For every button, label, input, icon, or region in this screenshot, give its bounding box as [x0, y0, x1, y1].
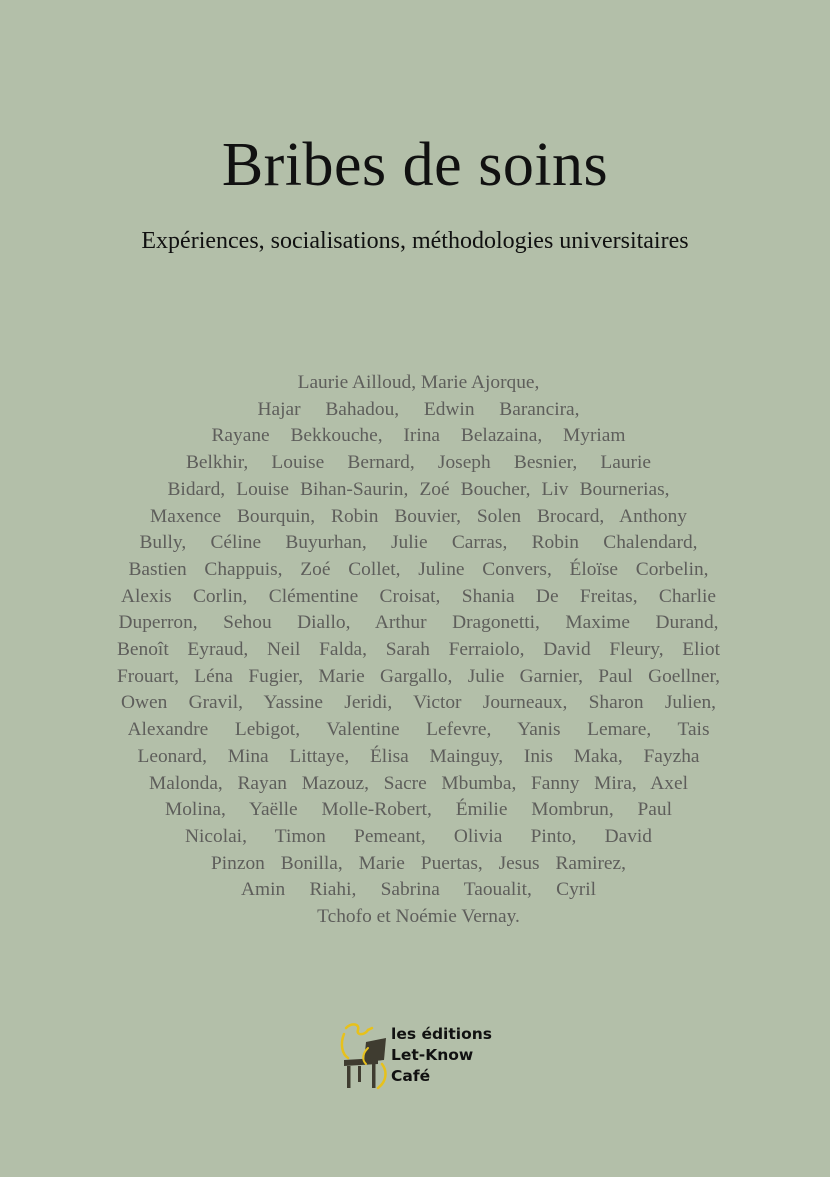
publisher-line: Café: [391, 1067, 431, 1085]
authors-line: Pinzon Bonilla, Marie Puertas, Jesus Ramirez,: [211, 852, 626, 874]
authors-line: Duperron, Sehou Diallo, Arthur Dragonetti, Maxime Durand,: [118, 612, 719, 634]
authors-line: Hajar Bahadou, Edwin Barancira,: [257, 398, 580, 420]
authors-line: Belkhir, Louise Bernard, Joseph Besnier, Laurie: [186, 452, 651, 474]
authors-line: Leonard, Mina Littaye, Élisa Mainguy, Inis Maka, Fayzha: [137, 745, 700, 767]
authors-list: [117, 370, 720, 931]
authors-line: Frouart, Léna Fugier, Marie Gargallo, Julie Garnier, Paul Goellner,: [117, 665, 720, 687]
authors-line: Alexis Corlin, Clémentine Croisat, Shania De Freitas, Charlie: [121, 585, 716, 607]
authors-line: Owen Gravil, Yassine Jeridi, Victor Journeaux, Sharon Julien,: [121, 692, 716, 714]
cafe-chair-cup-icon: [338, 1020, 390, 1092]
authors-line: Amin Riahi, Sabrina Taoualit, Cyril: [241, 879, 596, 901]
publisher-name: [391, 1024, 492, 1087]
authors-line: Alexandre Lebigot, Valentine Lefevre, Yanis Lemare, Tais: [127, 719, 710, 741]
publisher-logo: [338, 1020, 508, 1092]
authors-line: Tchofo et Noémie Vernay.: [317, 906, 520, 928]
book-subtitle: Expériences, socialisations, méthodologies universitaires: [141, 228, 689, 254]
authors-line: Nicolai, Timon Pemeant, Olivia Pinto, David: [185, 825, 652, 847]
authors-line: Bidard, Louise Bihan-Saurin, Zoé Boucher, Liv Bournerias,: [167, 478, 670, 500]
authors-line: Maxence Bourquin, Robin Bouvier, Solen Brocard, Anthony: [150, 505, 687, 527]
publisher-line: Let-Know: [391, 1046, 474, 1064]
publisher-line: les éditions: [391, 1025, 492, 1043]
authors-line: Rayane Bekkouche, Irina Belazaina, Myriam: [211, 425, 626, 447]
authors-line: Benoît Eyraud, Neil Falda, Sarah Ferraiolo, David Fleury, Eliot: [117, 639, 720, 661]
book-title: Bribes de soins: [221, 131, 609, 199]
authors-line: Bastien Chappuis, Zoé Collet, Juline Convers, Éloïse Corbelin,: [128, 558, 709, 580]
authors-line: Malonda, Rayan Mazouz, Sacre Mbumba, Fanny Mira, Axel: [149, 772, 688, 794]
authors-line: Bully, Céline Buyurhan, Julie Carras, Robin Chalendard,: [139, 532, 698, 554]
authors-line: Laurie Ailloud, Marie Ajorque,: [297, 372, 540, 393]
authors-line: Molina, Yaëlle Molle-Robert, Émilie Mombrun, Paul: [165, 799, 672, 821]
